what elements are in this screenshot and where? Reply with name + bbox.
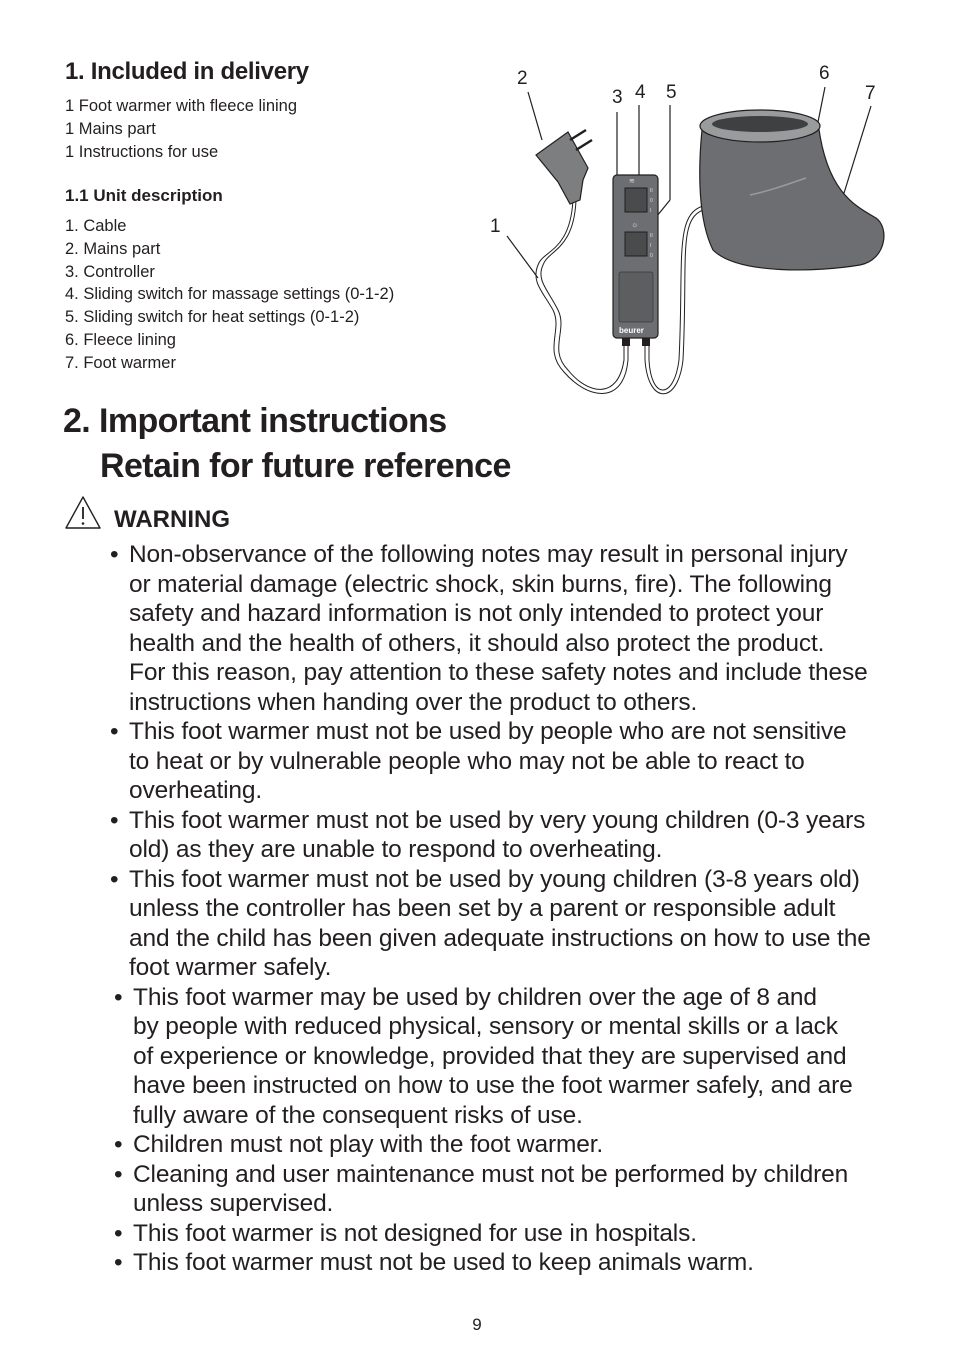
switch-mark: II: [650, 188, 653, 194]
switch-mark: I: [650, 208, 652, 214]
bullet-line: instructions when handing over the product to others.: [129, 688, 698, 716]
bullet-item: [114, 1160, 914, 1219]
callout-4: 4: [635, 82, 646, 103]
bullet-line: Non-observance of the following notes may result in personal injury: [129, 541, 848, 568]
list-item: 7. Foot warmer: [65, 353, 176, 372]
bullet-line: of experience or knowledge, provided that they are supervised and: [133, 1042, 847, 1070]
bullet-item: [110, 717, 910, 806]
bullet-item: [114, 1248, 914, 1278]
bullet-line: or material damage (electric shock, skin burns, fire). The following: [129, 570, 832, 598]
bullet-line: fully aware of the consequent risks of use.: [133, 1101, 583, 1129]
callout-7: 7: [865, 83, 876, 104]
bullet-line: health and the health of others, it should also protect the product.: [129, 629, 825, 657]
bullet-marker: •: [110, 541, 119, 568]
bullet-item: [114, 1130, 914, 1160]
list-item: 5. Sliding switch for heat settings (0-1-2): [65, 308, 360, 327]
bullet-line: to heat or by vulnerable people who may not be able to react to: [129, 747, 805, 775]
brand-logo: beurer: [619, 326, 644, 335]
list-item: 3. Controller: [65, 262, 155, 281]
warning-bullet-list: [110, 540, 910, 1278]
bullet-line: This foot warmer must not be used by young children (3-8 years old): [129, 865, 860, 893]
bullet-item: [110, 865, 910, 983]
list-item: 6. Fleece lining: [65, 330, 176, 349]
mains-plug: [536, 130, 592, 204]
warning-triangle-icon: [64, 495, 102, 531]
bullet-line: This foot warmer must not be used to keep animals warm.: [133, 1249, 754, 1276]
bullet-marker: •: [114, 1160, 123, 1188]
bullet-item: [110, 540, 910, 717]
section-subtitle-retain: Retain for future reference: [100, 447, 511, 485]
bullet-line: For this reason, pay attention to these safety notes and include these: [129, 659, 868, 686]
bullet-item: [110, 806, 910, 865]
list-item: 4. Sliding switch for massage settings (0-1-2): [65, 285, 395, 304]
callout-6: 6: [819, 63, 830, 84]
bullet-line: unless the controller has been set by a parent or responsible adult: [129, 895, 836, 922]
list-item: 1 Foot warmer with fleece lining: [65, 97, 298, 115]
list-item: 1 Mains part: [65, 119, 156, 138]
switch-mark: I: [650, 243, 652, 249]
bullet-line: This foot warmer must not be used by people who are not sensitive: [129, 718, 847, 745]
list-item: 1 Instructions for use: [65, 142, 219, 161]
bullet-line: This foot warmer may be used by children over the age of 8 and: [133, 983, 817, 1011]
bullet-marker: •: [110, 806, 119, 834]
bullet-line: have been instructed on how to use the foot warmer safely, and are: [133, 1072, 853, 1099]
switch-mark: II: [650, 233, 653, 239]
bullet-item: [114, 983, 914, 1131]
bullet-marker: •: [114, 983, 123, 1011]
bullet-item: [114, 1219, 914, 1249]
switch-mark: 0: [650, 198, 653, 204]
section-title-included-in-delivery: 1. Included in delivery: [65, 58, 309, 85]
callout-2: 2: [517, 68, 528, 89]
controller: [613, 175, 658, 346]
unit-description-list: [65, 215, 394, 375]
page-number: 9: [472, 1315, 482, 1334]
callout-1: 1: [490, 216, 501, 237]
bullet-line: Cleaning and user maintenance must not be performed by children: [133, 1160, 849, 1188]
switch-mark: 0: [650, 253, 653, 259]
massage-symbol-icon: ≋: [629, 178, 635, 185]
bullet-marker: •: [110, 865, 119, 893]
bullet-line: safety and hazard information is not only intended to protect your: [129, 600, 824, 627]
bullet-line: old) as they are unable to respond to overheating.: [129, 836, 663, 863]
bullet-line: Children must not play with the foot warmer.: [133, 1131, 604, 1158]
delivery-list: [65, 95, 297, 163]
bullet-line: by people with reduced physical, sensory or mental skills or a lack: [133, 1013, 838, 1040]
list-item: 2. Mains part: [65, 239, 161, 258]
bullet-line: This foot warmer must not be used by very young children (0-3 years: [129, 806, 866, 834]
foot-warmer: [700, 110, 884, 270]
bullet-line: and the child has been given adequate instructions on how to use the: [129, 924, 871, 952]
heat-symbol-icon: ☼: [631, 220, 639, 229]
bullet-marker: •: [110, 718, 119, 745]
list-item: 1. Cable: [65, 217, 127, 235]
callout-5: 5: [666, 82, 677, 103]
bullet-marker: •: [114, 1219, 123, 1247]
warning-label: WARNING: [114, 506, 230, 533]
callout-3: 3: [612, 87, 623, 108]
bullet-line: unless supervised.: [133, 1190, 334, 1217]
bullet-marker: •: [114, 1131, 123, 1158]
bullet-line: overheating.: [129, 777, 263, 804]
section-title-important-instructions: 2. Important instructions: [63, 402, 447, 440]
bullet-line: This foot warmer is not designed for use in hospitals.: [133, 1219, 697, 1247]
bullet-line: foot warmer safely.: [129, 954, 332, 981]
bullet-marker: •: [114, 1249, 123, 1276]
subsection-title-unit-description: 1.1 Unit description: [65, 186, 223, 205]
product-diagram: [488, 60, 888, 420]
